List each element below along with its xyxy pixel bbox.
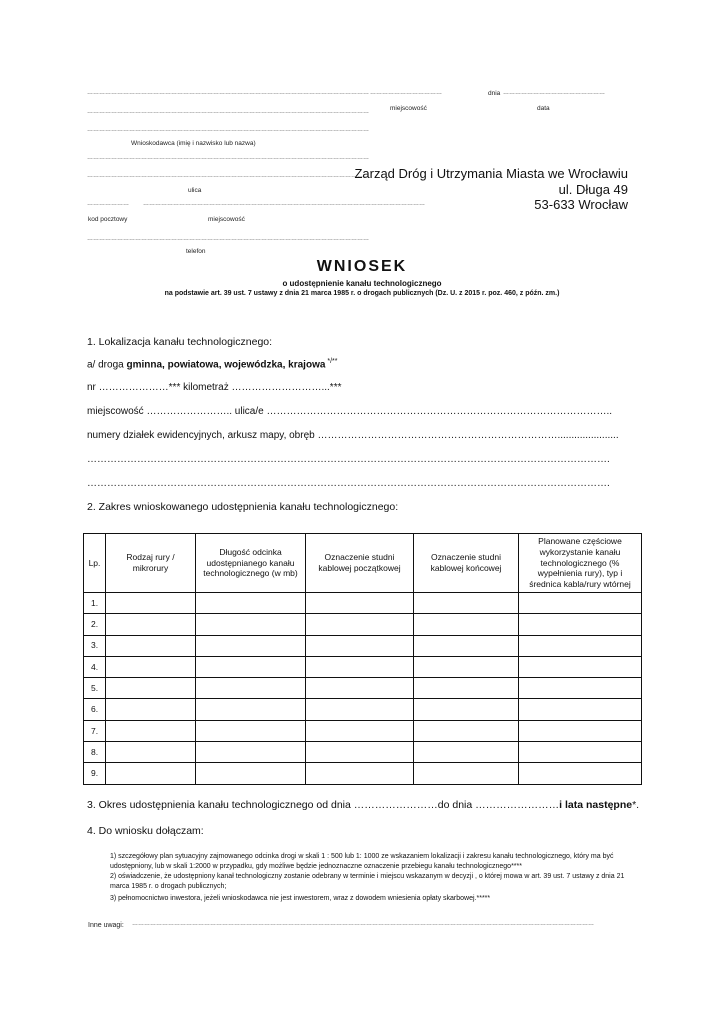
- form-title: WNIOSEK: [316, 258, 408, 275]
- row-number: 7.: [84, 720, 106, 741]
- table-cell[interactable]: [106, 635, 196, 656]
- attachment-item-3: 3) pełnomocnictwo inwestora, jeżeli wnioskodawca nie jest inwestorem, wraz z dowodem wniesienia opłaty skarbowej.*****: [110, 895, 491, 902]
- applicant-city-line[interactable]: ……………………………………………………………………………………………………………………………: [143, 201, 425, 207]
- recipient-street: ul. Długa 49: [558, 182, 628, 197]
- section3-line[interactable]: [87, 799, 639, 811]
- table-cell[interactable]: [106, 763, 196, 784]
- table-row: [84, 720, 642, 741]
- street-label: ulica: [188, 187, 202, 194]
- postal-code-line[interactable]: …………………: [87, 201, 129, 207]
- table-cell[interactable]: [196, 635, 306, 656]
- phone-line[interactable]: ……………………………………………………………………………………………………………………………: [87, 236, 369, 242]
- table-cell[interactable]: [106, 614, 196, 635]
- attachment-item-2: 2) oświadczenie, że udostępniony kanał technologiczny zostanie odebrany w terminie i miejscu wskazanym w decyzji , o której mowa w art. 39 ust. 7 ustawy z dnia 21 marca 1985 r. o drogach publicznych;: [110, 873, 625, 890]
- blank-line-2[interactable]: ………………………………………………………………………………………………………………………………………….: [87, 478, 610, 489]
- table-cell[interactable]: [414, 720, 519, 741]
- table-cell[interactable]: [414, 614, 519, 635]
- table-cell[interactable]: [196, 614, 306, 635]
- row-number: 9.: [84, 763, 106, 784]
- applicant-name-line-3[interactable]: ……………………………………………………………………………………………………………………………: [87, 127, 369, 133]
- table-row: [84, 614, 642, 635]
- recipient-name: Zarząd Dróg i Utrzymania Miasta we Wrocławiu: [354, 166, 628, 181]
- section3-bold-tail: i lata następne: [559, 799, 633, 811]
- city-street-line[interactable]: miejscowość …………………….. ulica/e …………………………………………………………………………………………..: [87, 406, 613, 417]
- table-header-row: [84, 534, 642, 593]
- legal-basis: na podstawie art. 39 ust. 7 ustawy z dnia 21 marca 1985 r. o drogach publicznych (Dz. U. z 2015 r. poz. 460, z późn. zm.): [164, 290, 560, 297]
- table-cell[interactable]: [414, 593, 519, 614]
- attachment-item-1: 1) szczegółowy plan sytuacyjny zajmowanego odcinka drogi w skali 1 : 500 lub 1: 1000 ze wskazaniem lokalizacji i zakresu kanału technologicznego, który ma być udostępniony, lub w skali 1:2000 w przypadku, gdy możliwe będzie jednoznaczne oznaczenie przebiegu kanału technologicznego****: [110, 853, 614, 870]
- table-cell[interactable]: [306, 614, 414, 635]
- col-pipe-type: Rodzaj rury / mikrorury: [106, 534, 196, 593]
- table-cell[interactable]: [306, 678, 414, 699]
- table-cell[interactable]: [414, 763, 519, 784]
- table-cell[interactable]: [519, 699, 642, 720]
- table-cell[interactable]: [414, 742, 519, 763]
- applicant-name-line-2[interactable]: ……………………………………………………………………………………………………………………………: [87, 109, 369, 115]
- table-cell[interactable]: [306, 763, 414, 784]
- applicant-name-label: Wnioskodawca (imię i nazwisko lub nazwa): [131, 140, 256, 147]
- table-cell[interactable]: [519, 720, 642, 741]
- applicant-street-line-2[interactable]: ……………………………………………………………………………………………………………………………: [87, 173, 369, 179]
- blank-line-1[interactable]: ………………………………………………………………………………………………………………………………………….: [87, 454, 610, 465]
- table-cell[interactable]: [196, 742, 306, 763]
- applicant-street-line-1[interactable]: ……………………………………………………………………………………………………………………………: [87, 155, 369, 161]
- table-cell[interactable]: [306, 656, 414, 677]
- row-number: 4.: [84, 656, 106, 677]
- table-cell[interactable]: [414, 678, 519, 699]
- date-label: data: [537, 105, 550, 112]
- parcels-line[interactable]: numery działek ewidencyjnych, arkusz mapy, obręb ………………………………………………………………......................: [87, 430, 619, 441]
- nr-km-line[interactable]: nr …………………*** kilometraż ………………………...***: [87, 382, 342, 393]
- table-cell[interactable]: [519, 678, 642, 699]
- table-cell[interactable]: [106, 656, 196, 677]
- date-line[interactable]: ……………………………………………: [503, 90, 605, 96]
- section4-heading: 4. Do wniosku dołączam:: [87, 825, 204, 837]
- scope-table: [83, 533, 642, 785]
- table-row: [84, 763, 642, 784]
- table-cell[interactable]: [196, 678, 306, 699]
- place-line[interactable]: ………………………………: [370, 90, 442, 96]
- road-types[interactable]: gminna, powiatowa, wojewódzka, krajowa: [126, 359, 326, 371]
- row-number: 1.: [84, 593, 106, 614]
- table-cell[interactable]: [106, 720, 196, 741]
- table-cell[interactable]: [519, 614, 642, 635]
- table-cell[interactable]: [306, 635, 414, 656]
- road-type-line: [87, 358, 337, 370]
- applicant-city-label: miejscowość: [208, 216, 245, 223]
- table-cell[interactable]: [196, 720, 306, 741]
- phone-label: telefon: [186, 248, 206, 255]
- table-cell[interactable]: [519, 763, 642, 784]
- table-row: [84, 635, 642, 656]
- row-number: 8.: [84, 742, 106, 763]
- row-number: 2.: [84, 614, 106, 635]
- section3-text: 3. Okres udostępnienia kanału technologicznego od dnia ……………………do dnia ……………………: [87, 799, 560, 811]
- col-end-well: Oznaczenie studni kablowej końcowej: [414, 534, 519, 593]
- table-cell[interactable]: [519, 593, 642, 614]
- col-length: Długość odcinka udostępnianego kanału technologicznego (w mb): [196, 534, 306, 593]
- col-start-well: Oznaczenie studni kablowej początkowej: [306, 534, 414, 593]
- col-planned-usage: Planowane częściowe wykorzystanie kanału technologicznego (% wypełnienia rury), typ i średnica kabla/rury wtórnej: [519, 534, 642, 593]
- place-label: miejscowość: [390, 105, 427, 112]
- table-cell[interactable]: [414, 656, 519, 677]
- section1-heading: 1. Lokalizacja kanału technologicznego:: [87, 336, 273, 348]
- table-row: [84, 742, 642, 763]
- section2-heading: 2. Zakres wnioskowanego udostępnienia kanału technologicznego:: [87, 501, 399, 513]
- road-footnote: */**: [325, 358, 338, 365]
- row-number: 6.: [84, 699, 106, 720]
- postal-code-label: kod pocztowy: [88, 216, 128, 223]
- table-row: [84, 699, 642, 720]
- table-cell[interactable]: [106, 593, 196, 614]
- applicant-name-line-1[interactable]: ……………………………………………………………………………………………………………………………: [87, 90, 369, 96]
- table-cell[interactable]: [519, 656, 642, 677]
- remarks-label: Inne uwagi:: [88, 922, 124, 929]
- row-number: 3.: [84, 635, 106, 656]
- date-prefix: dnia: [488, 90, 501, 97]
- table-cell[interactable]: [196, 656, 306, 677]
- table-cell[interactable]: [106, 699, 196, 720]
- col-lp: Lp.: [84, 534, 106, 593]
- table-cell[interactable]: [106, 678, 196, 699]
- table-cell[interactable]: [106, 742, 196, 763]
- recipient-city: 53-633 Wrocław: [534, 197, 628, 212]
- form-subtitle: o udostępnienie kanału technologicznego: [282, 279, 442, 288]
- table-cell[interactable]: [196, 699, 306, 720]
- table-row: [84, 678, 642, 699]
- section3-footnote: *.: [632, 799, 640, 811]
- row-number: 5.: [84, 678, 106, 699]
- table-row: [84, 656, 642, 677]
- table-cell[interactable]: [519, 635, 642, 656]
- table-cell[interactable]: [414, 699, 519, 720]
- table-cell[interactable]: [196, 763, 306, 784]
- table-row: [84, 593, 642, 614]
- table-cell[interactable]: [519, 742, 642, 763]
- table-cell[interactable]: [306, 742, 414, 763]
- table-cell[interactable]: [306, 720, 414, 741]
- table-cell[interactable]: [196, 593, 306, 614]
- table-cell[interactable]: [306, 593, 414, 614]
- table-cell[interactable]: [306, 699, 414, 720]
- remarks-line[interactable]: ……………………………………………………………………………………………………………………………………………………………………………………………………………: [132, 921, 594, 927]
- table-cell[interactable]: [414, 635, 519, 656]
- road-prefix: a/ droga: [87, 359, 127, 371]
